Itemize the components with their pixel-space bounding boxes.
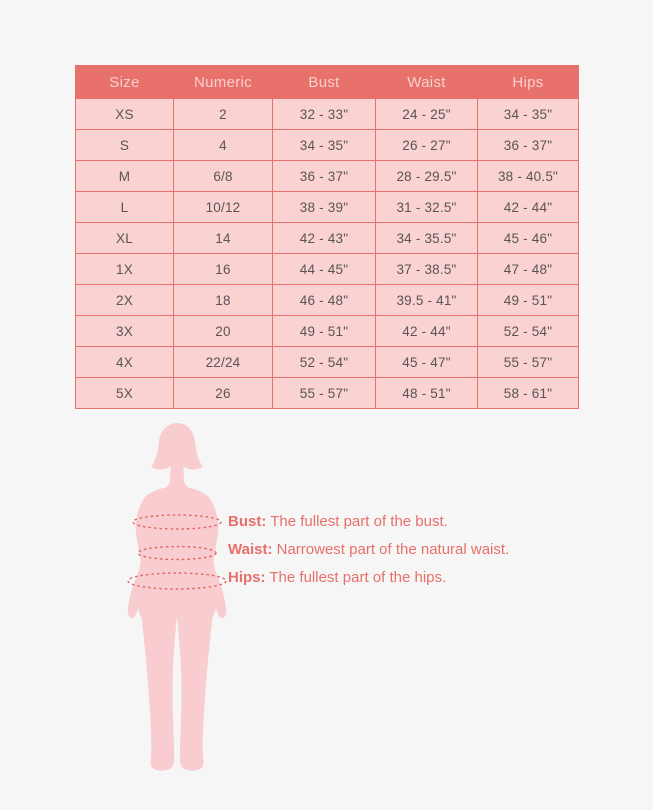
column-header-bust: Bust [273,66,376,99]
table-cell: 34 - 35.5" [376,223,478,254]
size-chart-body [76,99,579,409]
table-cell: 26 [174,378,273,409]
table-row [76,316,579,347]
table-cell: 52 - 54" [273,347,376,378]
table-cell: 45 - 46" [478,223,579,254]
table-cell: 34 - 35" [478,99,579,130]
column-header-hips: Hips [478,66,579,99]
definition-hips [228,564,509,592]
table-row [76,254,579,285]
table-cell: 14 [174,223,273,254]
table-cell: 4 [174,130,273,161]
table-row [76,285,579,316]
table-cell: XS [76,99,174,130]
table-cell: 49 - 51" [478,285,579,316]
table-cell: L [76,192,174,223]
table-row [76,378,579,409]
table-cell: 3X [76,316,174,347]
table-cell: 58 - 61" [478,378,579,409]
table-cell: 26 - 27" [376,130,478,161]
table-row [76,192,579,223]
table-cell: 16 [174,254,273,285]
table-cell: 28 - 29.5" [376,161,478,192]
table-cell: 36 - 37" [478,130,579,161]
definition-waist-label: Waist: [228,541,273,558]
table-cell: 47 - 48" [478,254,579,285]
table-cell: 31 - 32.5" [376,192,478,223]
table-cell: 37 - 38.5" [376,254,478,285]
figure-right-leg [177,572,214,771]
table-cell: 2 [174,99,273,130]
definition-waist [228,536,509,564]
table-cell: 6/8 [174,161,273,192]
table-cell: 4X [76,347,174,378]
table-cell: 52 - 54" [478,316,579,347]
table-cell: 36 - 37" [273,161,376,192]
table-cell: 10/12 [174,192,273,223]
table-row [76,347,579,378]
figure-left-leg [140,572,177,771]
column-header-waist: Waist [376,66,478,99]
definition-waist-text: Narrowest part of the natural waist. [272,541,510,558]
size-chart-table [75,65,579,409]
table-cell: 49 - 51" [273,316,376,347]
table-cell: 32 - 33" [273,99,376,130]
header-row [76,66,579,99]
table-cell: 42 - 44" [376,316,478,347]
table-row [76,99,579,130]
column-header-numeric: Numeric [174,66,273,99]
size-chart-header [76,66,579,99]
measurement-definitions [228,508,509,592]
definition-hips-label: Hips: [228,569,266,586]
definition-bust-text: The fullest part of the bust. [266,513,448,530]
table-cell: 34 - 35" [273,130,376,161]
table-cell: 42 - 44" [478,192,579,223]
table-cell: 18 [174,285,273,316]
female-body-silhouette [128,423,227,771]
table-cell: 38 - 40.5" [478,161,579,192]
definition-bust [228,508,509,536]
table-cell: 46 - 48" [273,285,376,316]
table-cell: 22/24 [174,347,273,378]
table-cell: 45 - 47" [376,347,478,378]
table-row [76,161,579,192]
table-cell: 1X [76,254,174,285]
table-cell: 44 - 45" [273,254,376,285]
table-cell: 38 - 39" [273,192,376,223]
table-cell: 42 - 43" [273,223,376,254]
table-cell: XL [76,223,174,254]
size-chart [75,65,578,409]
table-cell: 24 - 25" [376,99,478,130]
table-cell: 5X [76,378,174,409]
column-header-size: Size [76,66,174,99]
table-row [76,130,579,161]
table-cell: 55 - 57" [273,378,376,409]
table-cell: 48 - 51" [376,378,478,409]
table-cell: S [76,130,174,161]
table-cell: 20 [174,316,273,347]
measurement-figure [117,422,238,772]
table-cell: M [76,161,174,192]
table-cell: 39.5 - 41" [376,285,478,316]
table-cell: 2X [76,285,174,316]
table-row [76,223,579,254]
definition-bust-label: Bust: [228,513,267,530]
definition-hips-text: The fullest part of the hips. [265,569,447,586]
table-cell: 55 - 57" [478,347,579,378]
